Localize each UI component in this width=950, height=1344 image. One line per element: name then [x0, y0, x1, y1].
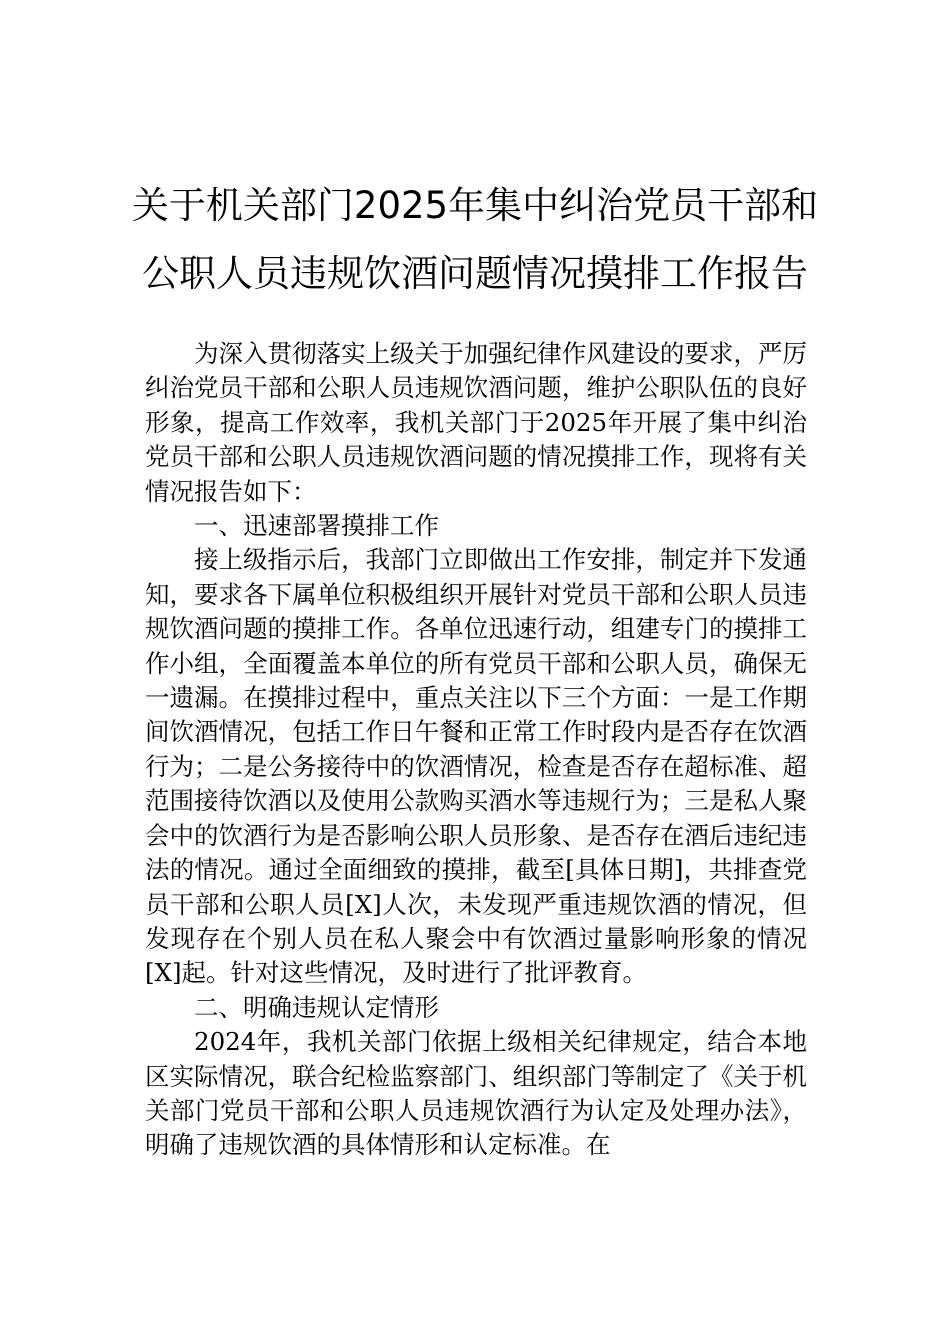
title-line-2: 公职人员违规饮酒问题情况摸排工作报告: [142, 252, 808, 295]
intro-paragraph: 为深入贯彻落实上级关于加强纪律作风建设的要求，严厉纠治党员干部和公职人员违规饮酒问题，维护公职队伍的良好形象，提高工作效率，我机关部门于2025年开展了集中纠治党员干部和公职人员违规饮酒问题的情况摸排工作，现将有关情况报告如下：: [145, 339, 807, 506]
section-1-heading: 一、迅速部署摸排工作: [194, 511, 439, 541]
document-title: [100, 172, 850, 308]
title-line-1: 关于机关部门2025年集中纠治党员干部和: [131, 184, 819, 227]
section-2-heading: 二、明确违规认定情形: [194, 992, 439, 1022]
section-2-paragraph: 2024年，我机关部门依据上级相关纪律规定，结合本地区实际情况，联合纪检监察部门、组织部门等制定了《关于机关部门党员干部和公职人员违规饮酒行为认定及处理办法》，明确了违规饮酒的具体情形和认定标准。在: [145, 1027, 807, 1160]
section-1-paragraph: 接上级指示后，我部门立即做出工作安排，制定并下发通知，要求各下属单位积极组织开展针对党员干部和公职人员违规饮酒问题的摸排工作。各单位迅速行动，组建专门的摸排工作小组，全面覆盖本单位的所有党员干部和公职人员，确保无一遗漏。在摸排过程中，重点关注以下三个方面：一是工作期间饮酒情况，包括工作日午餐和正常工作时段内是否存在饮酒行为；二是公务接待中的饮酒情况，检查是否存在超标准、超范围接待饮酒以及使用公款购买酒水等违规行为；三是私人聚会中的饮酒行为是否影响公职人员形象、是否存在酒后违纪违法的情况。通过全面细致的摸排，截至[具体日期]，共排查党员干部和公职人员[X]人次，未发现严重违规饮酒的情况，但发现存在个别人员在私人聚会中有饮酒过量影响形象的情况[X]起。针对这些情况，及时进行了批评教育。: [145, 545, 807, 988]
document-body: [145, 337, 807, 1163]
